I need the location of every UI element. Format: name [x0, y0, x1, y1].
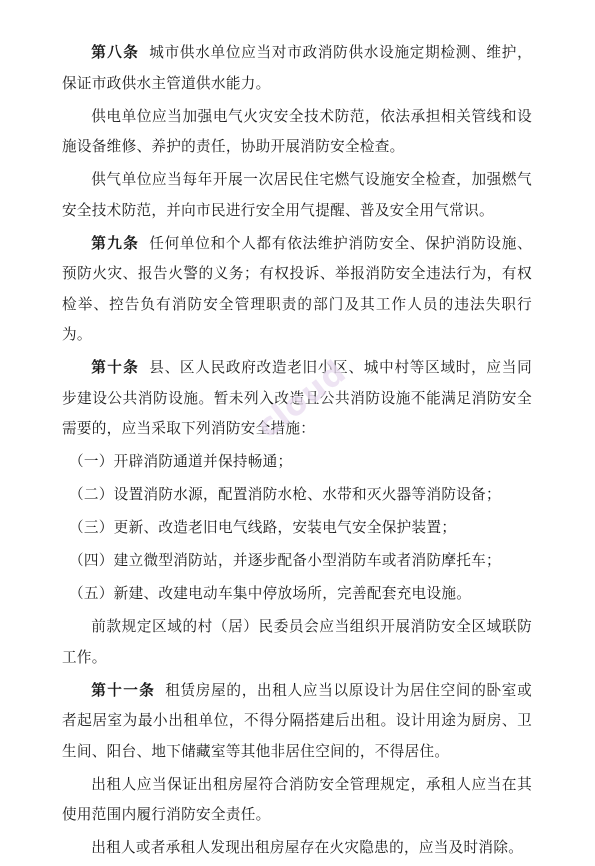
article-11-paragraph-3: 出租人或者承租人发现出租房屋存在火灾隐患的，应当及时消除。 [91, 839, 524, 856]
article-10-item-2: （二）设置消防水源，配置消防水枪、水带和灭火器等消防设备； [69, 486, 501, 503]
article-10-item-5: （五）新建、改建电动车集中停放场所，完善配套充电设施。 [69, 585, 472, 602]
article-10-item-4: （四）建立微型消防站，并逐步配备小型消防车或者消防摩托车； [69, 552, 501, 569]
article-9-heading: 第九条 [91, 234, 140, 252]
document-body [62, 38, 532, 866]
article-8-paragraph-2: 供电单位应当加强电气火灾安全技术防范，依法承担相关管线和设施设备维修、养护的责任，协助开展消防安全检查。 [62, 107, 532, 155]
article-10-item-3: （三）更新、改造老旧电气线路，安装电气安全保护装置； [69, 519, 457, 536]
article-11-paragraph-2: 出租人应当保证出租房屋符合消防安全管理规定，承租人应当在其使用范围内履行消防安全责任。 [62, 775, 532, 823]
article-8-text-1: 城市供水单位应当对市政消防供水设施定期检测、维护，保证市政供水主管道供水能力。 [62, 44, 532, 92]
article-10-paragraph-2: 前款规定区域的村（居）民委员会应当组织开展消防安全区域联防工作。 [62, 618, 532, 666]
article-11-text-1: 租赁房屋的，出租人应当以原设计为居住空间的卧室或者起居室为最小出租单位，不得分隔搭建后出租。设计用途为厨房、卫生间、阳台、地下储藏室等其他非居住空间的，不得居住。 [62, 681, 532, 760]
article-8-heading: 第八条 [91, 44, 140, 61]
article-11-heading: 第十一条 [91, 681, 156, 699]
article-10-paragraph-1 [62, 353, 532, 445]
article-8-paragraph-1 [62, 38, 532, 99]
article-10-text-1: 县、区人民政府改造老旧小区、城中村等区域时，应当同步建设公共消防设施。暂未列入改造且公共消防设施不能满足消防安全需要的，应当采取下列消防安全措施： [62, 359, 532, 437]
article-9-text-1: 任何单位和个人都有依法维护消防安全、保护消防设施、预防火灾、报告火警的义务；有权投诉、举报消防安全违法行为，有权检举、控告负有消防安全管理职责的部门及其工作人员的违法失职行为。 [62, 234, 532, 343]
article-10-heading: 第十条 [91, 359, 140, 376]
article-8-paragraph-3: 供气单位应当每年开展一次居民住宅燃气设施安全检查，加强燃气安全技术防范，并向市民进行安全用气提醒、普及安全用气常识。 [62, 171, 532, 219]
article-9-paragraph-1 [62, 229, 532, 351]
article-10-item-1: （一）开辟消防通道并保持畅通； [69, 453, 293, 470]
article-11-paragraph-1 [62, 676, 532, 768]
watermark: cloud [249, 352, 354, 446]
